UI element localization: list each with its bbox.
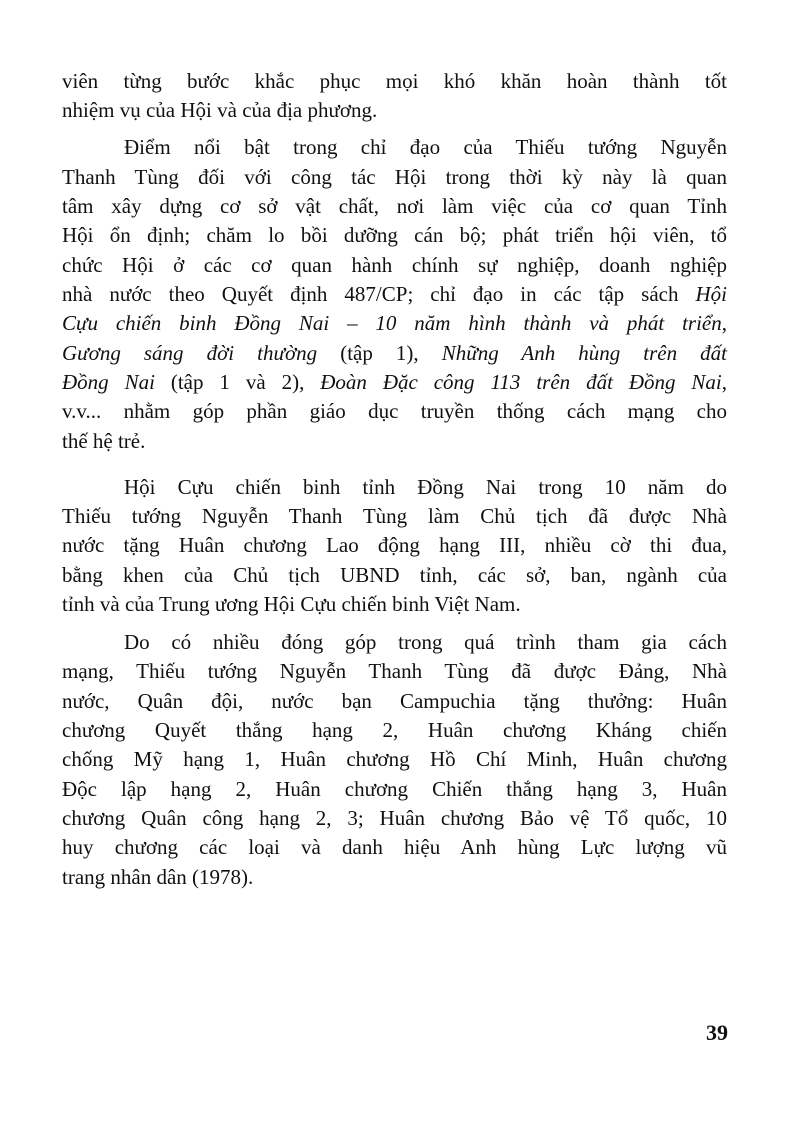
- body-text: bằng khen của Chủ tịch UBND tỉnh, các sở, ban, ngành của: [62, 562, 727, 587]
- text-line: [62, 590, 727, 619]
- paragraph: [62, 133, 727, 456]
- body-text: nước, Quân đội, nước bạn Campuchia tặng thưởng: Huân: [62, 688, 727, 713]
- body-text: nước tặng Huân chương Lao động hạng III, nhiều cờ thi đua,: [62, 533, 727, 558]
- text-line: [62, 96, 727, 125]
- text-line: [62, 368, 727, 397]
- body-text: ,: [721, 311, 727, 336]
- text-line: [62, 863, 727, 892]
- body-text: (tập 1),: [317, 340, 442, 365]
- text-line: [62, 745, 727, 774]
- text-line: [62, 280, 727, 309]
- text-line: [62, 133, 727, 162]
- page-number: 39: [706, 1020, 728, 1045]
- italic-title-text: Cựu chiến binh Đồng Nai – 10 năm hình thành và phát triển: [62, 311, 722, 336]
- body-text: Thiếu tướng Nguyễn Thanh Tùng làm Chủ tịch đã được Nhà: [62, 504, 727, 528]
- body-text: nhiệm vụ của Hội và của địa phương.: [62, 98, 378, 123]
- paragraph: [62, 628, 727, 892]
- body-text: Hội ổn định; chăm lo bồi dưỡng cán bộ; phát triển hội viên, tổ: [62, 223, 727, 248]
- text-line: [62, 309, 727, 338]
- text-line: [62, 687, 727, 716]
- text-line: [62, 473, 727, 502]
- text-line: [62, 716, 727, 745]
- text-line: [62, 628, 727, 657]
- text-line: [62, 775, 727, 804]
- body-text: Hội Cựu chiến binh tỉnh Đồng Nai trong 10 năm do: [124, 474, 727, 499]
- text-line: [62, 804, 727, 833]
- text-line: [62, 397, 727, 426]
- italic-title-text: Gương sáng đời thường: [62, 340, 318, 365]
- body-text: mạng, Thiếu tướng Nguyễn Thanh Tùng đã được Đảng, Nhà: [62, 659, 727, 684]
- italic-title-text: Đồng Nai: [62, 370, 155, 395]
- body-text: (tập 1 và 2),: [154, 370, 321, 395]
- body-text: trang nhân dân (1978).: [62, 864, 254, 889]
- body-text: huy chương các loại và danh hiệu Anh hùng Lực lượng vũ: [62, 835, 727, 860]
- body-text: Do có nhiều đóng góp trong quá trình tham gia cách: [124, 630, 727, 655]
- body-text: tỉnh và của Trung ương Hội Cựu chiến binh Việt Nam.: [62, 592, 521, 617]
- paragraph: [62, 67, 727, 126]
- text-line: [62, 561, 727, 590]
- text-line: [62, 163, 727, 192]
- italic-title-text: Đoàn Đặc công 113 trên đất Đồng Nai: [320, 370, 722, 395]
- text-line: [62, 67, 727, 96]
- body-text: ,: [721, 370, 728, 395]
- text-line: [62, 427, 727, 456]
- body-text: thế hệ trẻ.: [62, 428, 146, 453]
- text-line: [62, 192, 727, 221]
- body-text: chương Quyết thắng hạng 2, Huân chương Kháng chiến: [62, 718, 727, 743]
- body-text: nhà nước theo Quyết định 487/CP; chỉ đạo in các tập sách: [62, 282, 696, 307]
- text-line: [62, 221, 727, 250]
- italic-title-text: Những Anh hùng trên đất: [441, 340, 727, 365]
- body-text: viên từng bước khắc phục mọi khó khăn hoàn thành tốt: [62, 69, 727, 93]
- text-line: [62, 833, 727, 862]
- text-line: [62, 339, 727, 368]
- body-text: Thanh Tùng đối với công tác Hội trong thời kỳ này là quan: [62, 164, 727, 189]
- text-line: [62, 502, 727, 531]
- body-text: tâm xây dựng cơ sở vật chất, nơi làm việc của cơ quan Tỉnh: [62, 194, 727, 219]
- body-text: chống Mỹ hạng 1, Huân chương Hồ Chí Minh, Huân chương: [62, 747, 727, 772]
- text-line: [62, 657, 727, 686]
- body-text: chức Hội ở các cơ quan hành chính sự nghiệp, doanh nghiệp: [62, 252, 727, 277]
- text-line: [62, 531, 727, 560]
- body-text: v.v... nhằm góp phần giáo dục truyền thống cách mạng cho: [62, 399, 727, 424]
- body-text: chương Quân công hạng 2, 3; Huân chương Bảo vệ Tổ quốc, 10: [62, 806, 727, 831]
- body-text: Độc lập hạng 2, Huân chương Chiến thắng hạng 3, Huân: [62, 776, 727, 801]
- page-body: [62, 67, 727, 892]
- text-line: [62, 251, 727, 280]
- paragraph: [62, 473, 727, 620]
- italic-title-text: Hội: [695, 282, 727, 307]
- body-text: Điểm nổi bật trong chỉ đạo của Thiếu tướng Nguyễn: [124, 135, 727, 160]
